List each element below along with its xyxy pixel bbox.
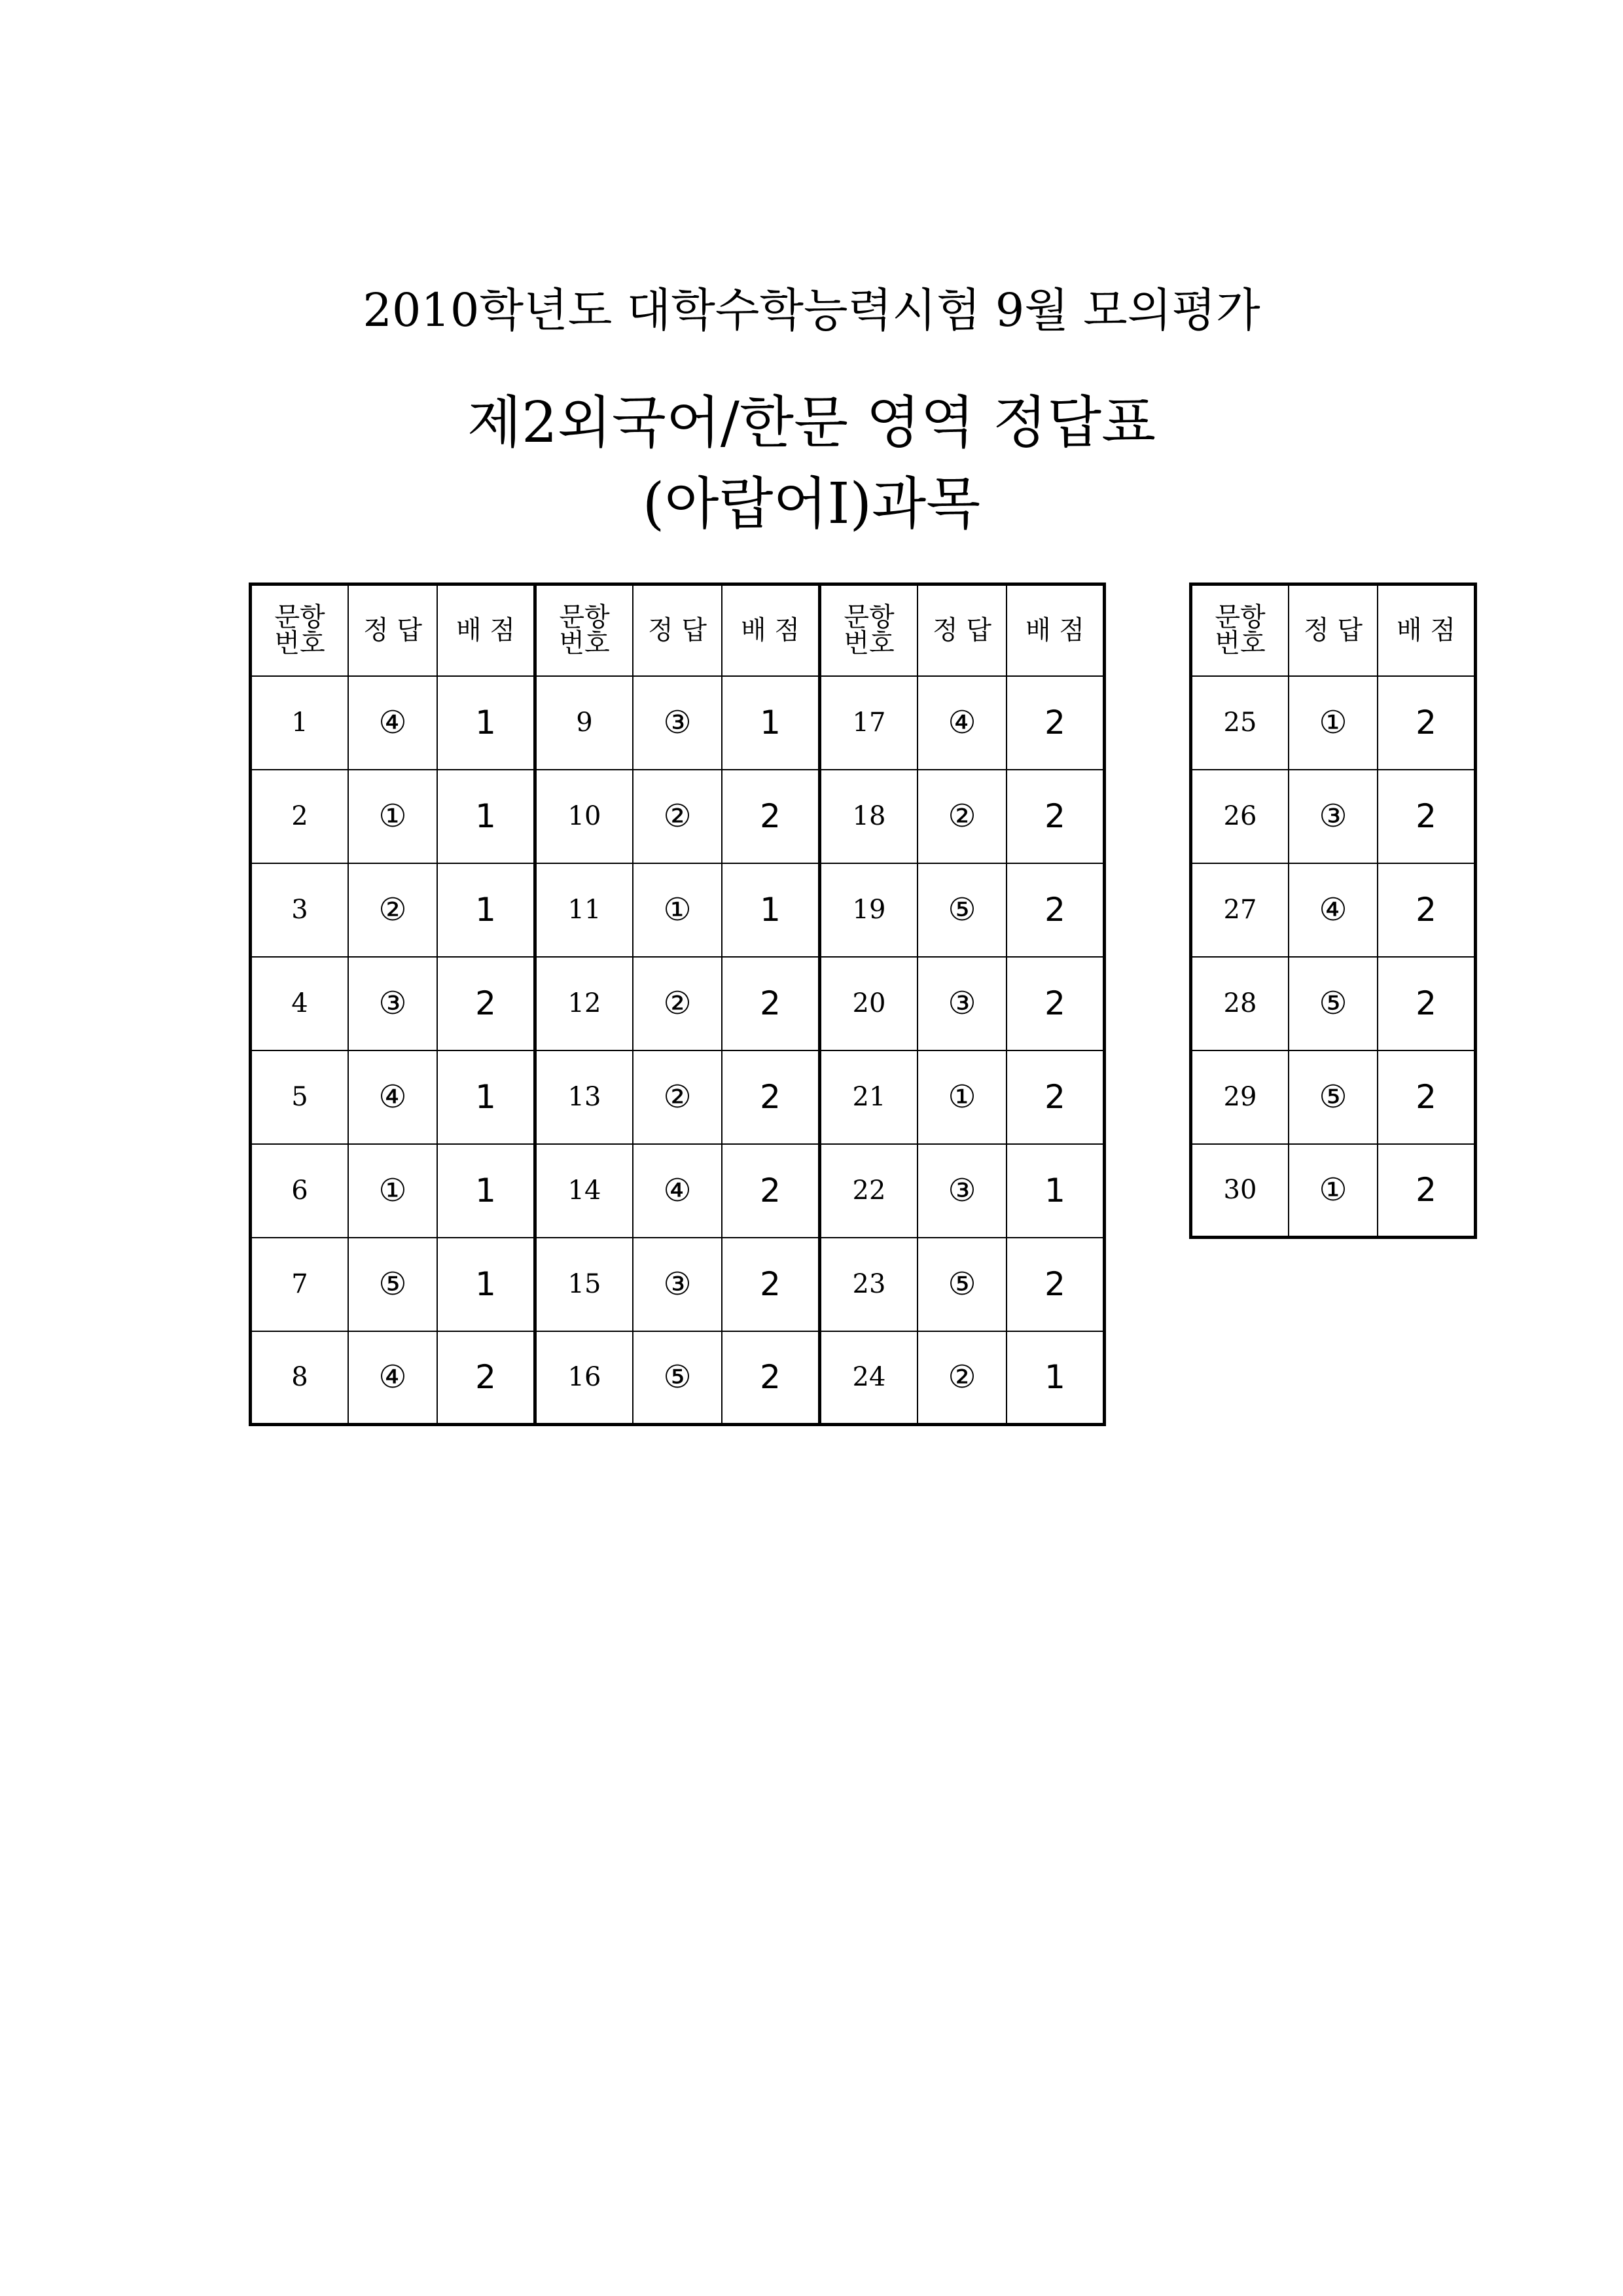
points-cell: 1: [1007, 1331, 1105, 1425]
table-row: [1191, 1144, 1476, 1238]
table-row: [251, 1238, 1105, 1331]
points-cell: 1: [437, 1050, 535, 1144]
header-row: [251, 584, 1105, 676]
points-cell: 1: [437, 1144, 535, 1238]
answer-cell: ③: [918, 957, 1007, 1050]
question-number: 27: [1191, 863, 1289, 957]
points-cell: 1: [1007, 1144, 1105, 1238]
answer-cell: ①: [1289, 676, 1378, 770]
answer-cell: ③: [1289, 770, 1378, 863]
points-cell: 2: [1378, 770, 1476, 863]
question-number: 14: [535, 1144, 633, 1238]
points-cell: 2: [722, 1144, 820, 1238]
question-number: 7: [251, 1238, 349, 1331]
question-number: 8: [251, 1331, 349, 1425]
answer-cell: ②: [633, 957, 722, 1050]
answer-cell: ④: [348, 1050, 437, 1144]
answer-sheet-title: 제2외국어/한문 영역 정답표: [467, 390, 1156, 456]
header-answer: 정 답: [633, 584, 722, 676]
question-number: 3: [251, 863, 349, 957]
table-row: [1191, 863, 1476, 957]
header-answer: 정 답: [348, 584, 437, 676]
answer-cell: ③: [918, 1144, 1007, 1238]
question-number: 10: [535, 770, 633, 863]
header-number: 문항 번호: [820, 584, 918, 676]
table-row: [251, 676, 1105, 770]
answer-cell: ④: [348, 676, 437, 770]
header-number: 문항 번호: [1191, 584, 1289, 676]
question-number: 6: [251, 1144, 349, 1238]
answer-cell: ①: [348, 1144, 437, 1238]
question-number: 2: [251, 770, 349, 863]
table-row: [1191, 1050, 1476, 1144]
question-number: 9: [535, 676, 633, 770]
points-cell: 2: [1007, 957, 1105, 1050]
table-row: [251, 957, 1105, 1050]
table-row: [251, 863, 1105, 957]
points-cell: 1: [437, 1238, 535, 1331]
question-number: 11: [535, 863, 633, 957]
points-cell: 1: [722, 676, 820, 770]
points-cell: 2: [1007, 1238, 1105, 1331]
exam-title: 2010학년도 대학수학능력시험 9월 모의평가: [363, 283, 1260, 337]
answer-cell: ①: [1289, 1144, 1378, 1238]
points-cell: 2: [1007, 770, 1105, 863]
points-cell: 2: [437, 1331, 535, 1425]
header-row: [1191, 584, 1476, 676]
answer-cell: ②: [918, 1331, 1007, 1425]
points-cell: 2: [1378, 863, 1476, 957]
answer-table-main: [249, 583, 1106, 1426]
question-number: 21: [820, 1050, 918, 1144]
points-cell: 2: [1378, 957, 1476, 1050]
answer-cell: ①: [633, 863, 722, 957]
answer-cell: ⑤: [1289, 1050, 1378, 1144]
answer-cell: ②: [633, 770, 722, 863]
question-number: 12: [535, 957, 633, 1050]
question-number: 25: [1191, 676, 1289, 770]
table-row: [1191, 676, 1476, 770]
points-cell: 1: [437, 863, 535, 957]
points-cell: 2: [1378, 676, 1476, 770]
points-cell: 2: [722, 770, 820, 863]
answer-cell: ④: [633, 1144, 722, 1238]
header-points: 배 점: [1378, 584, 1476, 676]
answer-cell: ①: [918, 1050, 1007, 1144]
question-number: 28: [1191, 957, 1289, 1050]
answer-cell: ④: [1289, 863, 1378, 957]
subject-title: (아랍어Ⅰ)과목: [642, 471, 981, 537]
question-number: 13: [535, 1050, 633, 1144]
answer-cell: ④: [918, 676, 1007, 770]
answer-cell: ⑤: [1289, 957, 1378, 1050]
points-cell: 1: [722, 863, 820, 957]
header-answer: 정 답: [918, 584, 1007, 676]
points-cell: 2: [1378, 1050, 1476, 1144]
points-cell: 1: [437, 770, 535, 863]
question-number: 22: [820, 1144, 918, 1238]
question-number: 23: [820, 1238, 918, 1331]
table-row: [251, 1144, 1105, 1238]
header-points: 배 점: [722, 584, 820, 676]
header-answer: 정 답: [1289, 584, 1378, 676]
question-number: 16: [535, 1331, 633, 1425]
points-cell: 2: [722, 1238, 820, 1331]
header-points: 배 점: [437, 584, 535, 676]
answer-cell: ③: [633, 676, 722, 770]
answer-cell: ④: [348, 1331, 437, 1425]
question-number: 26: [1191, 770, 1289, 863]
answer-cell: ⑤: [348, 1238, 437, 1331]
points-cell: 2: [1007, 1050, 1105, 1144]
answer-cell: ③: [348, 957, 437, 1050]
points-cell: 2: [1007, 676, 1105, 770]
points-cell: 1: [437, 676, 535, 770]
table-row: [251, 770, 1105, 863]
question-number: 1: [251, 676, 349, 770]
question-number: 15: [535, 1238, 633, 1331]
answer-cell: ⑤: [633, 1331, 722, 1425]
question-number: 17: [820, 676, 918, 770]
points-cell: 2: [722, 1050, 820, 1144]
points-cell: 2: [722, 1331, 820, 1425]
question-number: 19: [820, 863, 918, 957]
header-number: 문항 번호: [535, 584, 633, 676]
question-number: 18: [820, 770, 918, 863]
question-number: 29: [1191, 1050, 1289, 1144]
answer-cell: ⑤: [918, 1238, 1007, 1331]
answer-table-extra: [1189, 583, 1477, 1239]
points-cell: 2: [437, 957, 535, 1050]
table-row: [1191, 770, 1476, 863]
question-number: 20: [820, 957, 918, 1050]
question-number: 24: [820, 1331, 918, 1425]
answer-cell: ②: [918, 770, 1007, 863]
answer-cell: ⑤: [918, 863, 1007, 957]
header-points: 배 점: [1007, 584, 1105, 676]
answer-cell: ②: [633, 1050, 722, 1144]
table-row: [251, 1331, 1105, 1425]
answer-cell: ②: [348, 863, 437, 957]
table-row: [251, 1050, 1105, 1144]
points-cell: 2: [1007, 863, 1105, 957]
points-cell: 2: [722, 957, 820, 1050]
question-number: 30: [1191, 1144, 1289, 1238]
answer-cell: ①: [348, 770, 437, 863]
header-number: 문항 번호: [251, 584, 349, 676]
points-cell: 2: [1378, 1144, 1476, 1238]
answer-cell: ③: [633, 1238, 722, 1331]
question-number: 5: [251, 1050, 349, 1144]
question-number: 4: [251, 957, 349, 1050]
table-row: [1191, 957, 1476, 1050]
